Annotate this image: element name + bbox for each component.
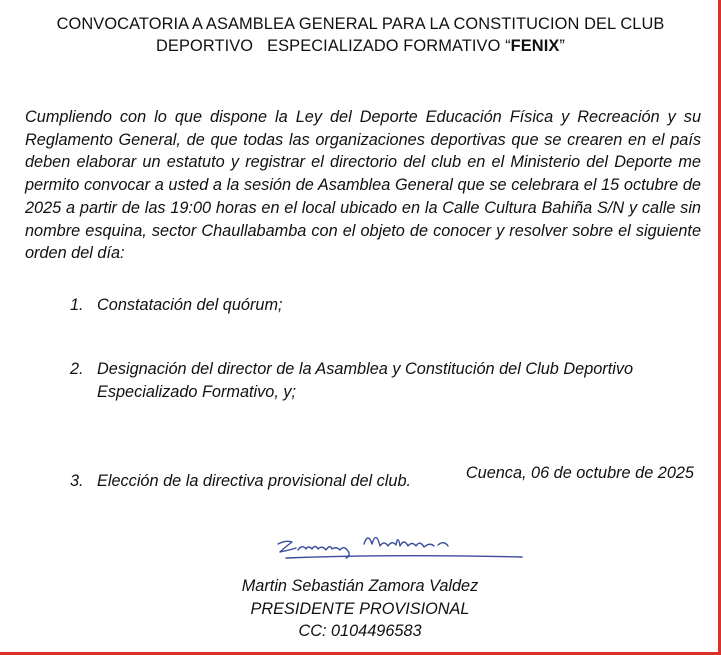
agenda-item-text: Constatación del quórum; [97,296,283,314]
convocation-paragraph: Cumpliendo con lo que dispone la Ley del Deporte Educación Física y Recreación y su Reglamento General, de que todas las organizaciones deportivas que se crearen en el país deben elaborar un estatuto y registrar el directorio del club en el Ministerio del Deporte me permito convocar a usted a la sesión de Asamblea General que se celebrara el 15 octubre de 2025 a partir de las 19:00 horas en el local ubicado en la Calle Cultura Bahiña S/N y calle sin nombre esquina, sector Chaullabamba con el objeto de conocer y resolver sobre el siguiente orden del día: [25,108,701,263]
agenda-item-text: Elección de la directiva provisional del club. [97,472,412,490]
handwritten-signature [272,524,532,568]
document-title [10,13,711,57]
agenda-item [70,358,717,404]
signer-name: Martin Sebastián Zamora Valdez [241,577,479,595]
agenda-item-number: 3. [70,472,84,490]
document-date: Cuenca, 06 de octubre de 2025 [465,464,694,482]
agenda-item [70,294,710,317]
title-line-2-suffix: ” [559,37,565,55]
agenda-item-text: Designación del director de la Asamblea y Constitución del Club Deportivo Especializado Formativo, y; [97,360,634,401]
signer-id: CC: 0104496583 [298,622,422,640]
agenda-item-number: 2. [70,360,84,378]
agenda-item-number: 1. [70,296,84,314]
signer-block [160,575,560,643]
club-name: FENIX [510,37,560,55]
title-line-2-prefix: DEPORTIVO ESPECIALIZADO FORMATIVO “ [156,37,511,55]
title-line-1: CONVOCATORIA A ASAMBLEA GENERAL PARA LA CONSTITUCION DEL CLUB [56,15,665,33]
signer-role: PRESIDENTE PROVISIONAL [250,599,470,618]
title-line-2 [10,35,711,57]
